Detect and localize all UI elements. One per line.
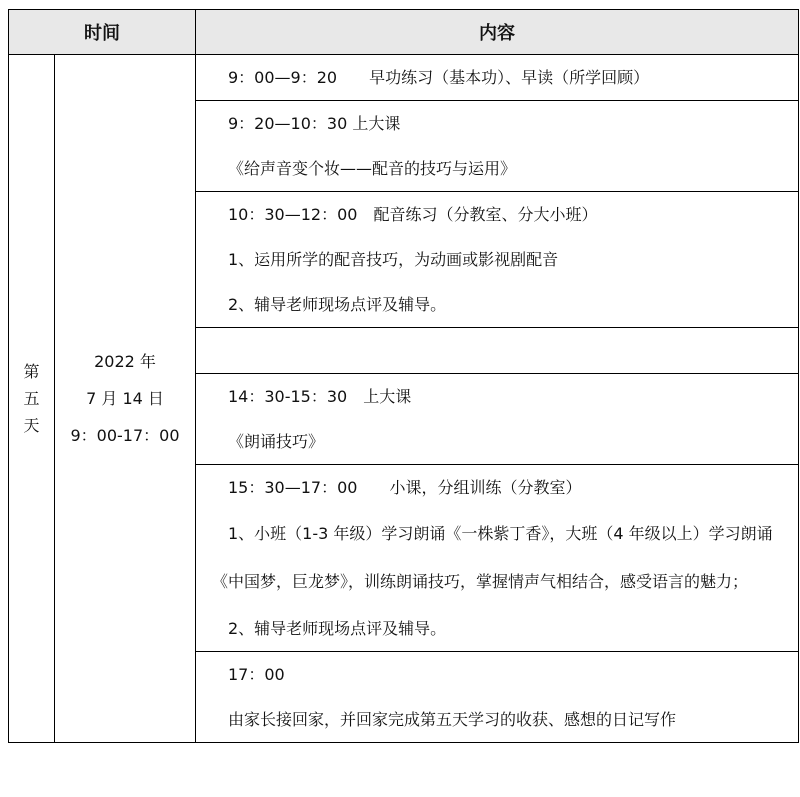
content-line: 9：20—10：30 上大课: [228, 114, 401, 133]
content-line: 15：30—17：00 小课，分组训练（分教室）: [228, 478, 582, 497]
date-day: 7 月 14 日: [86, 389, 164, 408]
content-block-3: [196, 192, 799, 328]
content-paragraph: 1、小班（1-3 年级）学习朗诵《一株紫丁香》，大班（4 年级以上）学习朗诵《中国梦，巨龙梦》，训练朗诵技巧，掌握情声气相结合，感受语言的魅力；: [212, 524, 773, 591]
header-time: 时间: [9, 10, 196, 55]
content-block-1: [196, 55, 799, 101]
day-label: [9, 55, 55, 743]
content-line: 10：30—12：00 配音练习（分教室、分大小班）: [228, 205, 598, 224]
schedule-table: [8, 9, 799, 743]
content-block-empty: [196, 328, 799, 374]
content-line: 《朗诵技巧》: [228, 432, 325, 451]
table-header-row: [9, 10, 799, 55]
content-line: 由家长接回家，并回家完成第五天学习的收获、感想的日记写作: [228, 710, 677, 729]
day-char: 第: [23, 362, 40, 381]
content-line: 9：00—9：20 早功练习（基本功）、早读（所学回顾）: [228, 68, 650, 87]
content-line: 2、辅导老师现场点评及辅导。: [228, 295, 447, 314]
content-line: 《给声音变个妆——配音的技巧与运用》: [228, 159, 517, 178]
content-block-7: [196, 652, 799, 743]
content-line: 1、运用所学的配音技巧，为动画或影视剧配音: [228, 250, 559, 269]
content-line: 2、辅导老师现场点评及辅导。: [228, 619, 447, 638]
date-year: 2022 年: [94, 352, 156, 371]
content-line: 14：30-15：30 上大课: [228, 387, 412, 406]
content-block-6: [196, 465, 799, 652]
table-row: [9, 55, 799, 101]
content-block-5: [196, 374, 799, 465]
content-block-2: [196, 101, 799, 192]
date-time-cell: [55, 55, 196, 743]
time-range: 9：00-17：00: [70, 426, 180, 445]
day-char: 五: [23, 389, 40, 408]
header-content: 内容: [196, 10, 799, 55]
content-line: 17：00: [228, 665, 285, 684]
day-char: 天: [23, 416, 40, 435]
